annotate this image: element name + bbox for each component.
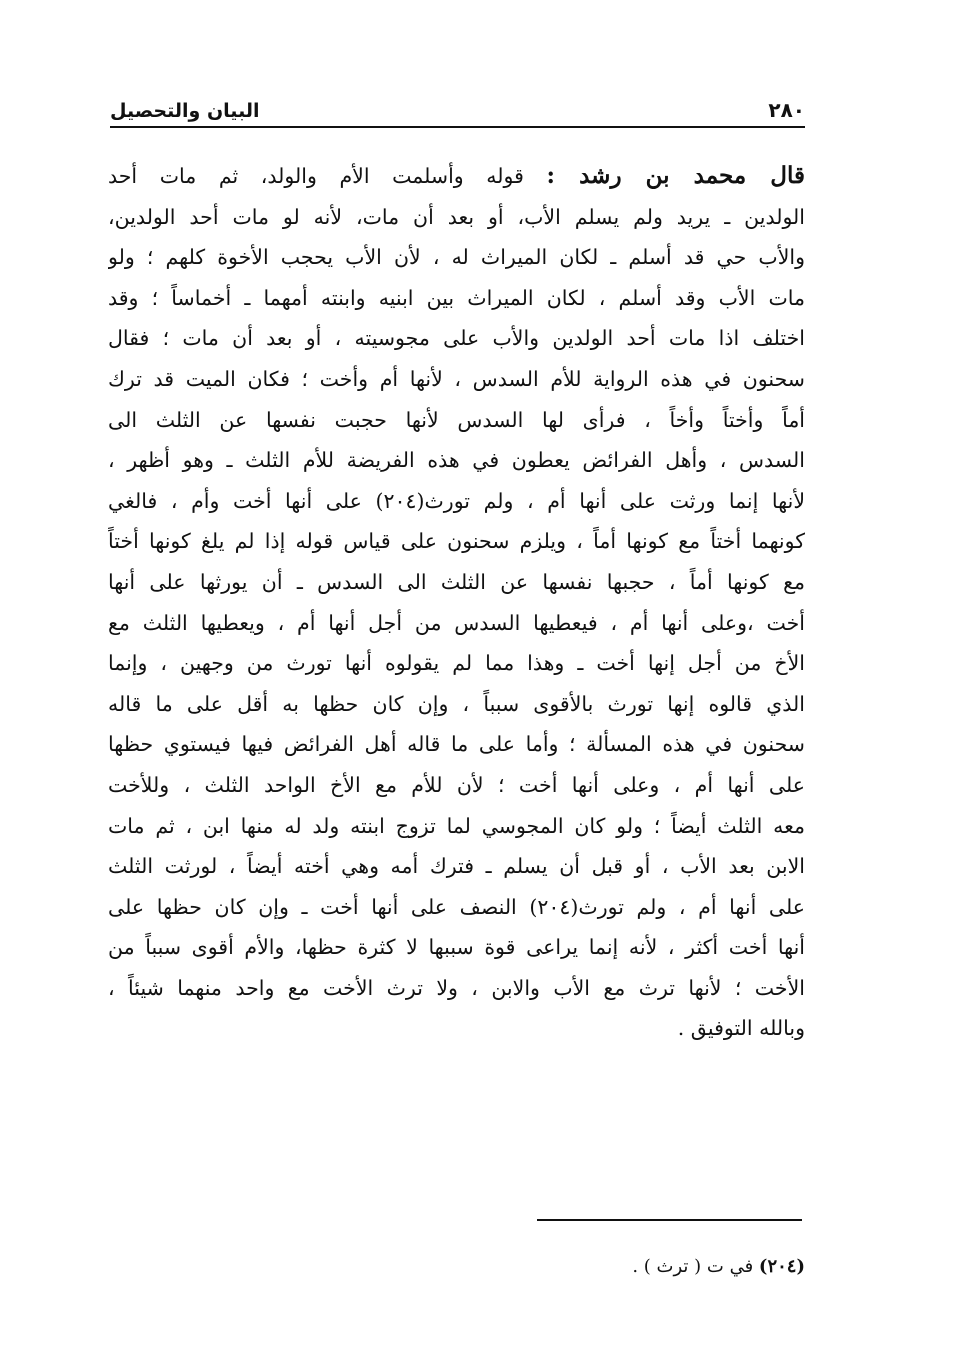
footnote-number: (٢٠٤) bbox=[758, 1256, 805, 1277]
text-line-content: قوله وأسلمت الأم والولد، ثم مات أحد bbox=[108, 164, 524, 188]
text-line: وبالله التوفيق . bbox=[677, 1016, 805, 1041]
text-line: على أنها أم ، ولم تورث(٢٠٤) النصف على أنها أخت ـ وإن كان حظها على bbox=[108, 894, 805, 919]
page-number: ٢٨٠ bbox=[768, 98, 805, 122]
text-line: أماً وأختاً وأخاً ، فرأى لها السدس لأنها حجبت نفسها عن الثلث الى bbox=[108, 407, 805, 432]
text-line: أخت ،وعلى أنها أم ، فيعطيها السدس من أجل أنها أم ، ويعطيها الثلث مع bbox=[108, 610, 805, 635]
text-line: لأنها إنما ورثت على أنها أم ، ولم تورث(٢٠٤) على أنها أخت وأم ، فالغي bbox=[108, 488, 805, 513]
lead-phrase: قال محمد بن رشد : bbox=[546, 162, 805, 189]
footnote-text: في ت ( ترث ) . bbox=[632, 1256, 754, 1277]
body-text bbox=[108, 156, 805, 1049]
footnote bbox=[400, 1252, 805, 1282]
text-line: سحنون في هذه المسألة ؛ وأما على ما قاله أهل الفرائض فيها فيستوي حظها bbox=[108, 732, 805, 757]
running-head bbox=[110, 92, 805, 128]
footnote-separator bbox=[537, 1219, 802, 1221]
text-line: كونهما أختاً مع كونها أماً ، ويلزم سحنون على قياس قوله إذا لم يلغ كونها أختاً bbox=[108, 529, 805, 554]
book-title: البيان والتحصيل bbox=[110, 100, 260, 122]
text-line: الابن بعد الأب ، أو قبل أن يسلم ـ فترك أمه وهي أخته أيضاً ، لورثت الثلث bbox=[108, 854, 805, 879]
text-line: على أنها أم ، وعلى أنها أخت ؛ لأن للأم مع الأخ الواحد الثلث ، وللأخت bbox=[108, 772, 805, 797]
text-line: والأب حي قد أسلم ـ لكان الميراث له ، لأن الأب يحجب الأخوة كلهم ؛ ولو bbox=[108, 245, 805, 270]
text-line bbox=[108, 156, 805, 197]
text-line: الولدين ـ يريد ولم يسلم الأب، أو بعد أن مات، لأنه لو مات أحد الولدين، bbox=[108, 204, 805, 229]
text-line: الأخ من أجل إنها أخت ـ وهذا مما لم يقولوه أنها تورث من وجهين ، وإنما bbox=[108, 651, 805, 676]
text-line: سحنون في هذه الرواية للأم السدس ، لأنها أم وأخت ؛ فكان الميت قد ترك bbox=[108, 366, 805, 391]
text-line: مع كونها أماً ، حجبها نفسها عن الثلث الى السدس ـ أن يورثها على أنها bbox=[108, 569, 805, 594]
text-line: السدس ، وأهل الفرائض يعطون في هذه الفريضة للأم الثلث ـ وهو أظهر ، bbox=[108, 448, 805, 473]
text-line: الذي قالوه إنها تورث بالأقوى سبباً ، وإن كان حظها به أقل على ما قاله bbox=[108, 691, 805, 716]
text-line: اختلف اذا مات أحد الولدين والأب على مجوسيته ، أو بعد أن مات ؛ فقال bbox=[108, 326, 805, 351]
text-line: أنها أخت أكثر ، لأنه إنما يراعى قوة سببها لا كثرة حظها، والأم أقوى سبباً من bbox=[108, 935, 805, 960]
text-line: معه الثلث أيضاً ؛ ولو كان المجوسي لما تزوج ابنته ولد له منها ابن ، ثم مات bbox=[108, 813, 805, 838]
text-line: مات الأب وقد أسلم ، لكان الميراث بين ابنيه وابنته أمهما ـ أخماساً ؛ وقد bbox=[108, 285, 805, 310]
text-line: الأخت ؛ لأنها ترث مع الأب والابن ، ولا ترث الأخت مع واحد منهما شيئاً ، bbox=[108, 975, 805, 1000]
